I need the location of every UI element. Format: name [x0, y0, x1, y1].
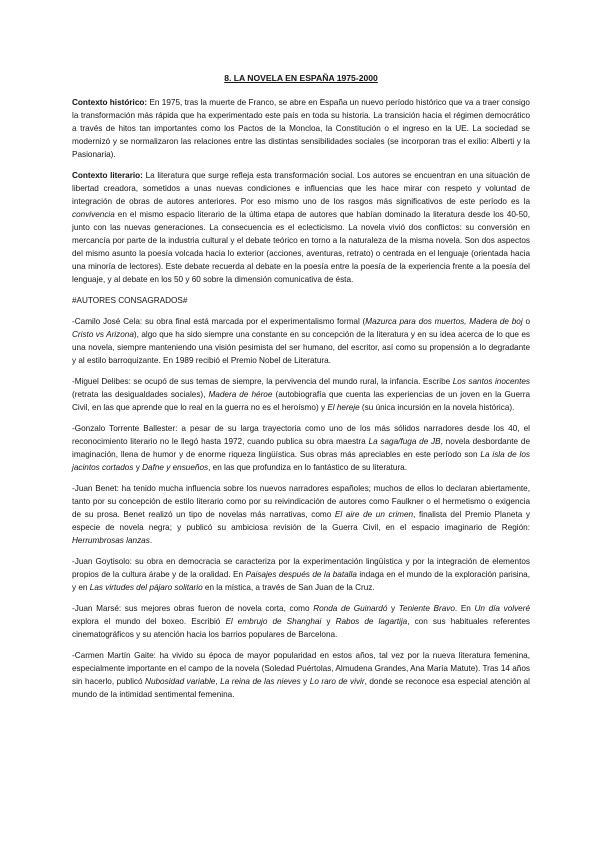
text-segment: , donde se reconoce esa especial atención al mundo de la intimidad sentimental femenina. — [72, 677, 530, 699]
work-title: Dafne y ensueños — [142, 463, 209, 472]
text-segment: -Juan Marsé: sus mejores obras fueron de novela corta, como — [72, 604, 314, 613]
work-title: Las virtudes del pájaro solitario — [89, 583, 203, 592]
paragraph-delibes — [72, 375, 530, 414]
text-segment: . En — [454, 604, 475, 613]
text-contexto-literario-2: en el mismo espacio literario de la última etapa de autores que habían dominado la literatura desde los 40-50, junto con las nuevas generaciones. La consecuencia es el eclecticismo. La novela vivió dos conflictos: su conversión en mercancía por parte de la industria cultural y el debate teórico en torno a la naturaleza de la misma novela. Son dos aspectos del mismo asunto la poesía volcada hacia lo exterior (acciones, aventuras, retrato) o centrada en el lenguaje (orientada hacia una minoría de lectores). Este debate recuerda al debate en la poesía entre la poesía de la experiencia frente a la poesía del lenguaje, y al debate en los 50 y 60 sobre la dimensión comunicativa de ésta. — [72, 210, 530, 284]
text-segment: y — [300, 677, 310, 686]
page-title: 8. LA NOVELA EN ESPAÑA 1975-2000 — [224, 73, 378, 83]
work-title: Herrumbrosas lanzas — [72, 536, 150, 545]
text-segment: en la mística, a través de San Juan de la Cruz. — [202, 583, 375, 592]
work-title: Madera de héroe — [208, 390, 273, 399]
text-segment: -Gonzalo Torrente Ballester: a pesar de su larga trayectoria como uno de los más sólidos narradores desde los 40, el reconocimiento literario no le llegó hasta 1972, cuando publica su obra maestra — [72, 424, 530, 446]
work-title: Cristo vs Arizona — [72, 330, 134, 339]
text-contexto-historico: En 1975, tras la muerte de Franco, se abre en España un nuevo período histórico que va a traer consigo la transformación más rápida que ha experimentado este país en toda su historia. La transición hacia el régimen democrático a través de hitos tan importantes como los Pactos de la Moncloa, la Constitución o el ingreso en la UE. La sociedad se modernizó y se normalizaron las relaciones entre las distintas sensibilidades sociales (se incorporan tras el exilio: Alberti y la Pasionaria). — [72, 98, 530, 159]
text-segment: -Carmen Martín Gaite: ha vivido su época de mayor popularidad en estos años, tal vez por la nueva literatura femenina, especialmente importante en el campo de la novela (Soledad Puértolas, Almudena Grandes, Ana María Matute). Tras 14 años sin hacerlo, publicó — [72, 651, 530, 686]
work-title: El embrujo de Shanghai — [225, 617, 322, 626]
text-segment: y — [321, 617, 336, 626]
paragraph-marse — [72, 602, 530, 641]
section-heading: #AUTORES CONSAGRADOS# — [72, 296, 188, 305]
work-title: La saga/fuga de JB — [368, 437, 441, 446]
work-title: La reina de las nieves — [220, 677, 301, 686]
text-segment: -Juan Goytisolo: su obra en democracia se caracteriza por la experimentación lingüística y por la integración de elementos propios de la cultura árabe y de la oralidad. En — [72, 557, 530, 579]
paragraph-contexto-historico — [72, 96, 530, 161]
work-title: Rabos de lagartija — [335, 617, 408, 626]
text-segment: , novela desbordante de imaginación, llena de humor y de enorme riqueza lingüística. Sus obras más apreciables en este período son — [72, 437, 530, 459]
label-contexto-historico: Contexto histórico: — [72, 98, 148, 107]
paragraph-torrente — [72, 422, 530, 474]
text-segment: , finalista del Premio Planeta y especie de novela negra; y publicó su ambiciosa revisión de la Guerra Civil, en el espacio imaginario de Región: — [72, 510, 530, 532]
text-segment: y — [133, 463, 143, 472]
text-segment: -Camilo José Cela: su obra final está marcada por el experimentalismo formal ( — [72, 317, 366, 326]
text-segment: -Juan Benet: ha tenido mucha influencia sobre los nuevos narradores españoles; muchos de ellos lo declaran abiertamente, tanto por su concepción de estilo literario como por su reivindicación de autores como Faulkner o el hermetismo o exigencia de su prosa. Benet realizó un tipo de novelas más narrativas, como — [72, 484, 530, 519]
paragraph-gaite — [72, 649, 530, 701]
text-segment: , — [215, 677, 221, 686]
work-title: Paisajes después de la batalla — [245, 570, 357, 579]
text-contexto-literario-1: La literatura que surge refleja esta transformación social. Los autores se encuentran en una situación de libertad creadora, sometidos a unas nuevas condiciones e influencias que les hace mirar con respeto y voluntad de integración de obras de autores anteriores. Por eso mismo uno de los rasgos más significativos de este período es la — [72, 171, 531, 206]
text-segment: . — [149, 536, 153, 545]
emphasis-convivencia: convivencia — [72, 210, 115, 219]
text-segment: , con sus habituales referentes cinematográficos y su atención hacia los barrios populares de Barcelona. — [72, 617, 530, 639]
work-title: Ronda de Guinardó — [313, 604, 388, 613]
text-segment: o — [522, 317, 530, 326]
paragraph-goytisolo — [72, 555, 530, 594]
text-segment: (autobiografía que cuenta las experiencias de un joven en la Guerra Civil, en las que aprende que lo real en la guerra no es el heroísmo) y — [72, 390, 531, 412]
label-contexto-literario: Contexto literario: — [72, 171, 143, 180]
work-title: Un día volveré — [474, 604, 531, 613]
work-title: La isla de los jacintos cortados — [72, 450, 530, 472]
text-segment: (retrata las desigualdades sociales), — [72, 390, 209, 399]
text-segment: (su única incursión en la novela histórica). — [359, 403, 515, 412]
text-segment: ), algo que ha sido siempre una constante en su concepción de la literatura y en su idea acerca de lo que es una novela, siempre manteniendo una visión pesimista del ser humano, del escritor, así como su propensión a lo degradante y al estilo barroquizante. En 1989 recibió el Premio Nobel de Literatura. — [72, 330, 531, 365]
work-title: Los santos inocentes — [452, 377, 531, 386]
text-segment: y — [387, 604, 399, 613]
work-title: Mazurca para dos muertos, Madera de boj — [365, 317, 523, 326]
work-title: Lo raro de vivir — [309, 677, 365, 686]
text-segment: explora el mundo del boxeo. Escribió — [72, 617, 226, 626]
text-segment: -Miguel Delibes: se ocupó de sus temas de siempre, la pervivencia del mundo rural, la infancia. Escribe — [72, 377, 453, 386]
text-segment: indaga en el mundo de la exploración parisina, y en — [72, 570, 530, 592]
paragraph-benet — [72, 482, 530, 547]
text-segment: , en las que profundiza en lo fantástico de su literatura. — [208, 463, 408, 472]
work-title: Teniente Bravo — [398, 604, 455, 613]
work-title: El aire de un crimen — [334, 510, 414, 519]
work-title: El hereje — [327, 403, 360, 412]
paragraph-contexto-literario — [72, 169, 530, 286]
work-title: Nubosidad variable — [145, 677, 216, 686]
paragraph-cela — [72, 315, 530, 367]
